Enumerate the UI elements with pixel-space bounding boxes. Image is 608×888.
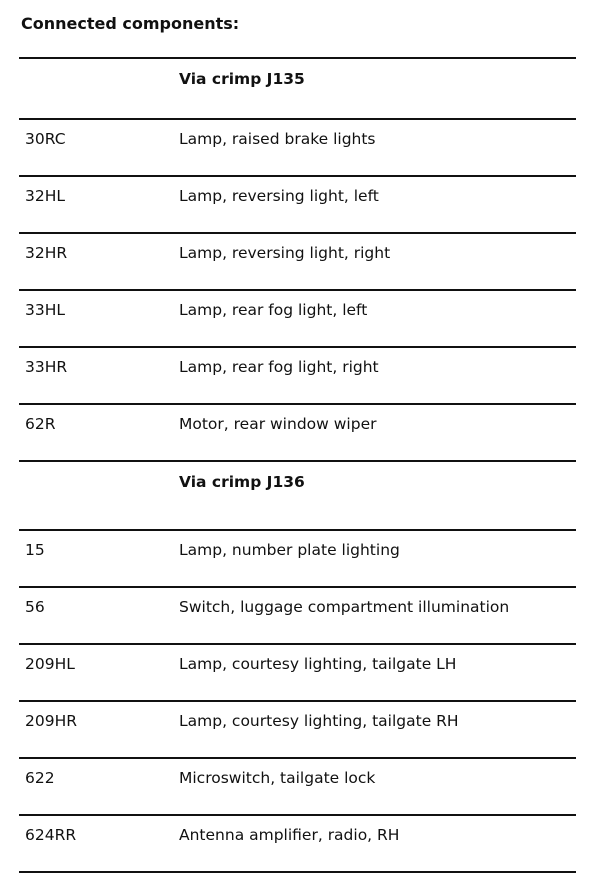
table-row <box>19 289 576 346</box>
group-header-j135 <box>19 57 576 118</box>
table-row <box>19 118 576 175</box>
group-header-j136 <box>19 460 576 529</box>
table-row <box>19 175 576 232</box>
component-code: 209HR <box>25 712 78 730</box>
group-title: Via crimp J136 <box>179 473 305 491</box>
component-code: 209HL <box>25 655 75 673</box>
table-row <box>19 529 576 586</box>
component-description: Microswitch, tailgate lock <box>179 769 376 787</box>
component-code: 33HR <box>25 358 68 376</box>
component-description: Motor, rear window wiper <box>179 415 377 433</box>
table-row <box>19 403 576 460</box>
table-row <box>19 346 576 403</box>
component-description: Antenna amplifier, radio, RH <box>179 826 400 844</box>
component-description: Switch, luggage compartment illumination <box>179 598 510 616</box>
component-code: 32HL <box>25 187 66 205</box>
page-title: Connected components: <box>21 14 240 33</box>
component-code: 624RR <box>25 826 77 844</box>
component-code: 622 <box>25 769 55 787</box>
table-row <box>19 586 576 643</box>
component-description: Lamp, reversing light, right <box>179 244 391 262</box>
component-code: 33HL <box>25 301 66 319</box>
group-title: Via crimp J135 <box>179 70 305 88</box>
component-code: 15 <box>25 541 45 559</box>
component-description: Lamp, raised brake lights <box>179 130 376 148</box>
component-description: Lamp, rear fog light, left <box>179 301 368 319</box>
component-description: Lamp, number plate lighting <box>179 541 400 559</box>
component-code: 30RC <box>25 130 66 148</box>
component-description: Lamp, rear fog light, right <box>179 358 379 376</box>
component-description: Lamp, courtesy lighting, tailgate RH <box>179 712 459 730</box>
component-code: 32HR <box>25 244 68 262</box>
table-row <box>19 700 576 757</box>
table-row <box>19 814 576 873</box>
component-code: 62R <box>25 415 56 433</box>
component-description: Lamp, reversing light, left <box>179 187 379 205</box>
components-table <box>19 57 576 873</box>
component-description: Lamp, courtesy lighting, tailgate LH <box>179 655 457 673</box>
table-row <box>19 232 576 289</box>
table-row <box>19 643 576 700</box>
component-code: 56 <box>25 598 45 616</box>
table-row <box>19 757 576 814</box>
